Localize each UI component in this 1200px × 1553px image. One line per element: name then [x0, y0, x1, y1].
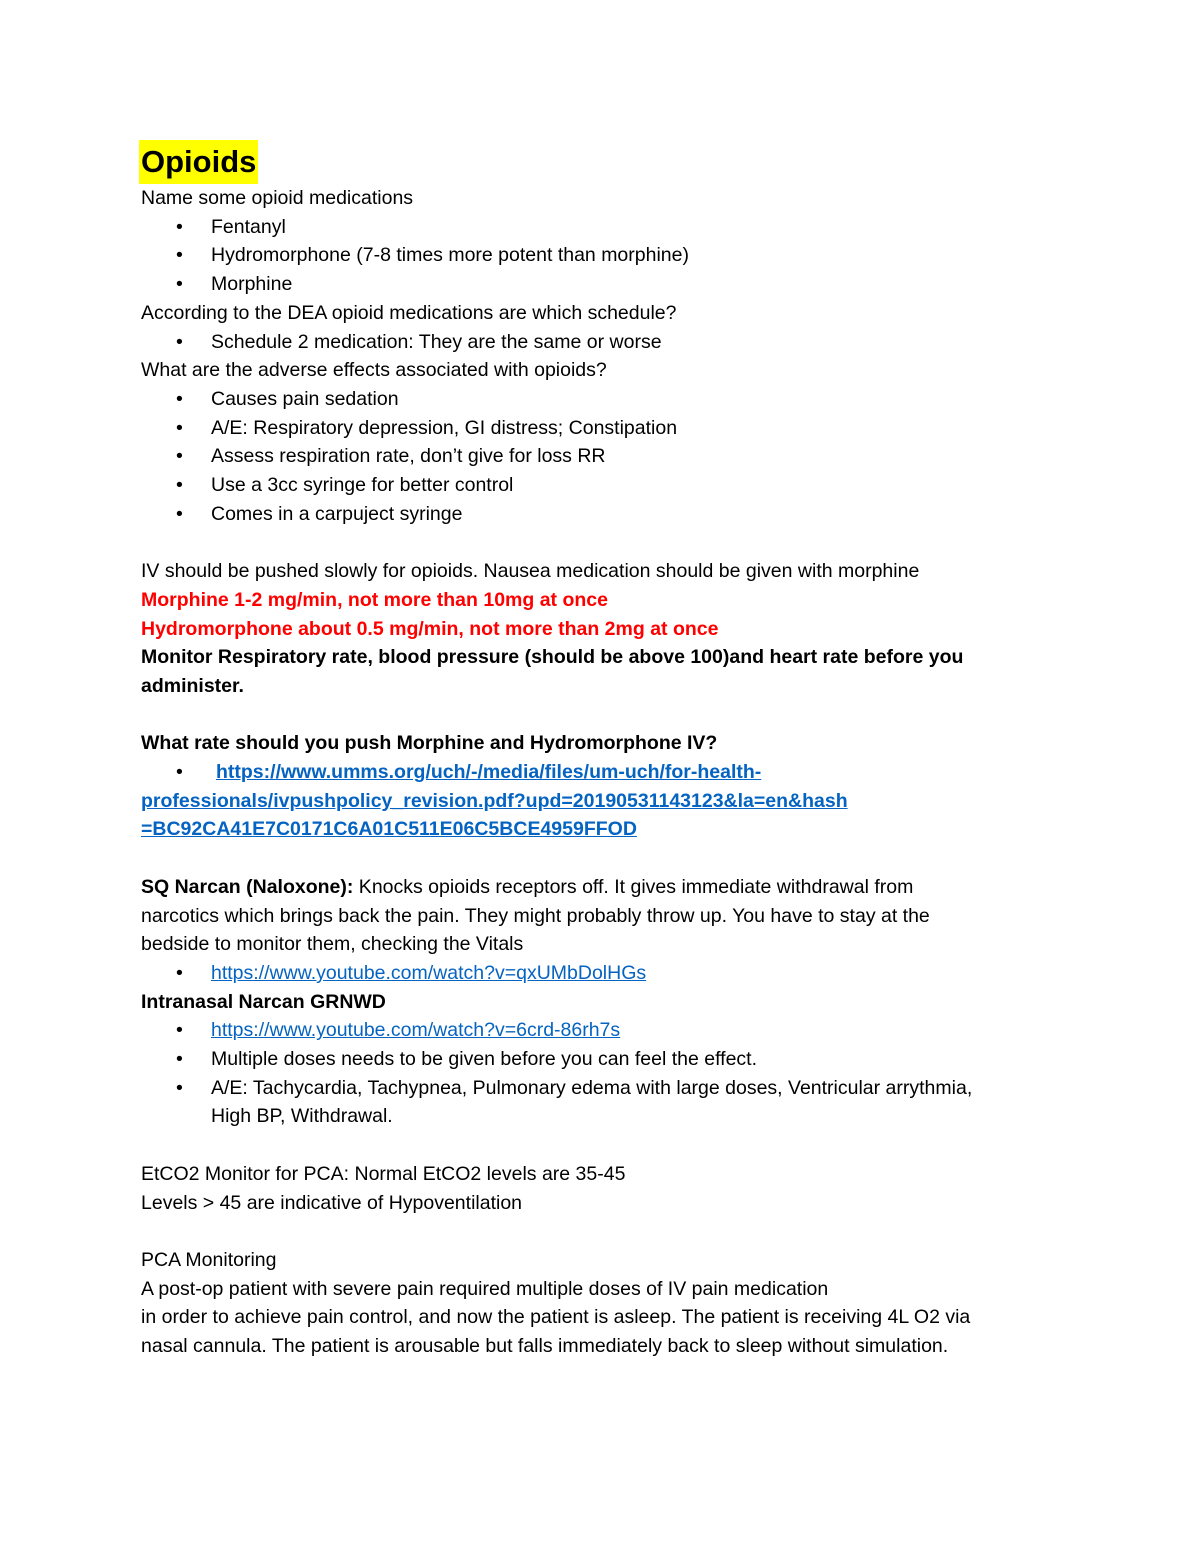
spacer: [141, 701, 1081, 730]
narcan-line3: bedside to monitor them, checking the Vitals: [141, 933, 524, 956]
spacer: [141, 1217, 1081, 1246]
bullet-icon: •: [176, 761, 183, 784]
pca-line1: A post-op patient with severe pain required multiple doses of IV pain medication: [141, 1277, 829, 1300]
bullet-icon: •: [176, 387, 183, 410]
list-item: [141, 1016, 1081, 1045]
policy-link-block: [141, 758, 1081, 844]
list-item: • Schedule 2 medication: They are the same or worse: [141, 328, 1081, 357]
bullet-icon: •: [176, 1076, 183, 1099]
bullet-icon: •: [176, 330, 183, 353]
monitor-note-line2: administer.: [141, 674, 244, 697]
narcan-line1: SQ Narcan (Naloxone): Knocks opioids receptors off. It gives immediate withdrawal from: [141, 875, 914, 898]
etco2-line2: Levels > 45 are indicative of Hypoventilation: [141, 1191, 523, 1214]
policy-link-continued[interactable]: =BC92CA41E7C0171C6A01C511E06C5BCE4959FFOD: [141, 818, 637, 841]
adverse-effects-list: [141, 385, 1081, 529]
question-adverse-effects: What are the adverse effects associated with opioids?: [141, 359, 607, 382]
list-item: • Comes in a carpuject syringe: [141, 500, 1081, 529]
list-item: • Hydromorphone (7-8 times more potent than morphine): [141, 241, 1081, 270]
list-item: [141, 959, 1081, 988]
narcan-label: SQ Narcan (Naloxone):: [141, 875, 354, 898]
schedule-list: [141, 328, 1081, 357]
iv-note: IV should be pushed slowly for opioids. Nausea medication should be given with morphine: [141, 560, 920, 583]
rate-question: What rate should you push Morphine and Hydromorphone IV?: [141, 732, 718, 755]
intranasal-video-link[interactable]: https://www.youtube.com/watch?v=6crd-86rh7s: [211, 1019, 621, 1042]
list-item: • Multiple doses needs to be given before you can feel the effect.: [141, 1045, 1081, 1074]
etco2-line1: EtCO2 Monitor for PCA: Normal EtCO2 levels are 35-45: [141, 1162, 626, 1185]
policy-link-continued[interactable]: professionals/ivpushpolicy_revision.pdf?upd=20190531143123&la=en&hash: [141, 789, 848, 812]
list-item: • Assess respiration rate, don’t give for loss RR: [141, 442, 1081, 471]
bullet-icon: •: [176, 961, 183, 984]
list-item: • A/E: Tachycardia, Tachypnea, Pulmonary edema with large doses, Ventricular arrythmia, High BP, Withdrawal.: [141, 1074, 1081, 1131]
bullet-icon: •: [176, 502, 183, 525]
list-item: • Morphine: [141, 270, 1081, 299]
spacer: [141, 844, 1081, 873]
pca-line2: in order to achieve pain control, and now the patient is asleep. The patient is receiving 4L O2 via: [141, 1306, 971, 1329]
list-item: • A/E: Respiratory depression, GI distress; Constipation: [141, 414, 1081, 443]
question-opioid-meds: Name some opioid medications: [141, 187, 414, 209]
monitor-note-line1: Monitor Respiratory rate, blood pressure (should be above 100)and heart rate before you: [141, 646, 964, 669]
policy-link[interactable]: https://www.umms.org/uch/-/media/files/um-uch/for-health-: [216, 761, 762, 784]
list-item: • Causes pain sedation: [141, 385, 1081, 414]
list-item: • Fentanyl: [141, 213, 1081, 242]
narcan-video-list: [141, 959, 1081, 988]
narcan-line2: narcotics which brings back the pain. They might probably throw up. You have to stay at the: [141, 904, 930, 927]
bullet-icon: •: [176, 416, 183, 439]
bullet-icon: •: [176, 474, 183, 497]
pca-line3: nasal cannula. The patient is arousable but falls immediately back to sleep without simulation.: [141, 1335, 949, 1358]
morphine-rate: Morphine 1-2 mg/min, not more than 10mg at once: [141, 588, 608, 611]
bullet-icon: •: [176, 244, 183, 267]
document-content: [141, 140, 1081, 1361]
list-item: • Use a 3cc syringe for better control: [141, 471, 1081, 500]
spacer: [141, 1131, 1081, 1160]
narcan-video-link[interactable]: https://www.youtube.com/watch?v=qxUMbDolHGs: [211, 961, 647, 984]
opioid-meds-list: [141, 213, 1081, 299]
bullet-icon: •: [176, 1048, 183, 1071]
intranasal-list: [141, 1016, 1081, 1131]
pca-heading: PCA Monitoring: [141, 1248, 277, 1271]
bullet-icon: •: [176, 1019, 183, 1042]
intranasal-heading: Intranasal Narcan GRNWD: [141, 990, 386, 1013]
hydromorphone-rate: Hydromorphone about 0.5 mg/min, not more than 2mg at once: [141, 617, 719, 640]
spacer: [141, 528, 1081, 557]
bullet-icon: •: [176, 273, 183, 296]
bullet-icon: •: [176, 445, 183, 468]
page-title: Opioids: [139, 140, 258, 184]
question-dea-schedule: According to the DEA opioid medications are which schedule?: [141, 301, 677, 324]
bullet-icon: •: [176, 215, 183, 238]
